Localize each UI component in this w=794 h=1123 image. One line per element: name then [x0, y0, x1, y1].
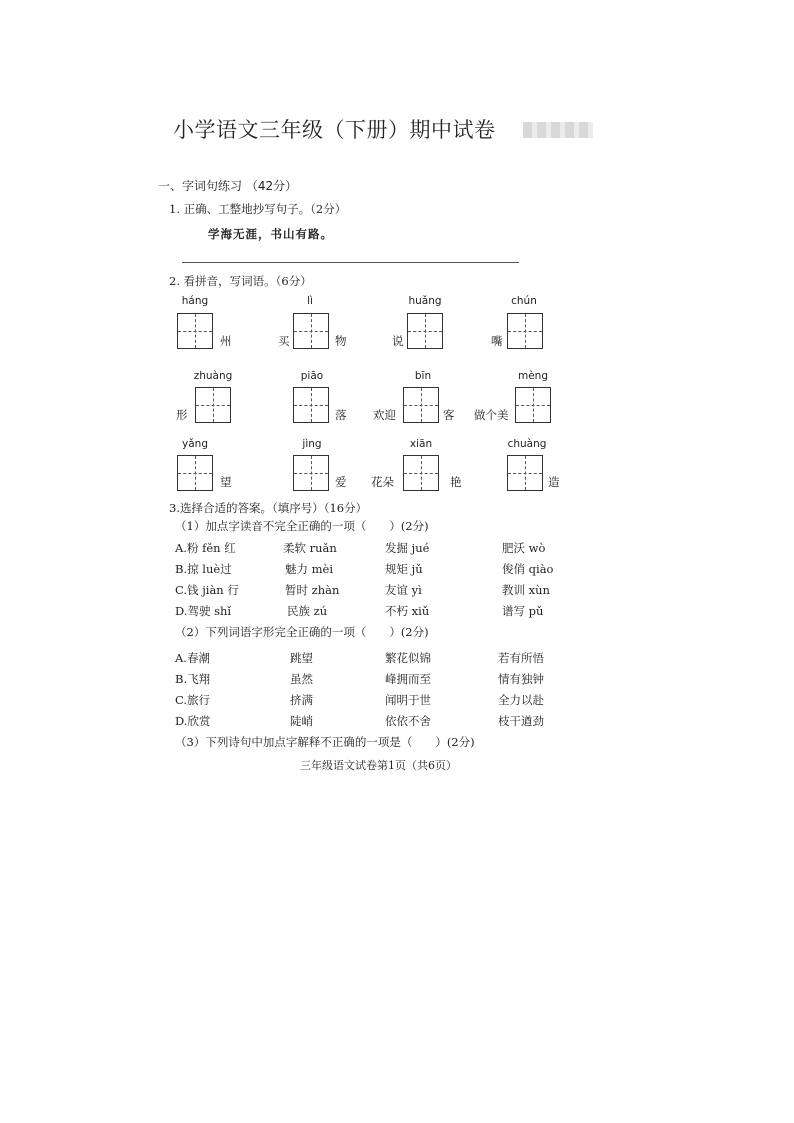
option-text: C.钱 jiàn 行	[175, 583, 239, 597]
word-char: 嘴	[491, 334, 503, 348]
word-char: 说	[392, 334, 404, 348]
pinyin: huǎng	[408, 295, 442, 307]
option-text: A.粉 fěn 红	[175, 541, 236, 555]
pinyin: jìng	[302, 438, 322, 450]
option-text: 繁花似锦	[385, 651, 431, 665]
copy-sentence: 学海无涯，书山有路。	[208, 227, 333, 241]
option-text: B.飞翔	[175, 672, 211, 686]
tianzige-box[interactable]	[407, 313, 443, 349]
word-char: 花朵	[371, 475, 394, 489]
word-char: 买	[278, 334, 290, 348]
word-char: 客	[443, 408, 455, 422]
word-char: 欢迎	[373, 408, 396, 422]
option-text: 跳望	[290, 651, 313, 665]
pinyin: zhuàng	[193, 370, 233, 382]
option-text: 民族 zú	[287, 604, 328, 618]
word-char: 形	[176, 408, 188, 422]
pinyin: háng	[181, 295, 209, 307]
option-text: 情有独钟	[498, 672, 544, 686]
sub-question-2: （2）下列词语字形完全正确的一项（ ）(2分)	[175, 625, 429, 639]
tianzige-box[interactable]	[293, 387, 329, 423]
option-text: 全力以赴	[498, 693, 544, 707]
tianzige-box[interactable]	[177, 455, 213, 491]
tianzige-box[interactable]	[507, 455, 543, 491]
tianzige-box[interactable]	[403, 455, 439, 491]
option-text: 友谊 yì	[385, 583, 422, 597]
sub-question-1: （1）加点字读音不完全正确的一项（ ）(2分)	[175, 519, 429, 533]
tianzige-box[interactable]	[293, 313, 329, 349]
option-text: D.驾驶 shǐ	[175, 604, 232, 618]
word-char: 造	[548, 475, 560, 489]
option-text: 魅力 mèi	[285, 562, 334, 576]
writing-line[interactable]	[182, 262, 519, 263]
option-text: C.旅行	[175, 693, 211, 707]
pinyin: yǎng	[182, 438, 208, 450]
word-char: 物	[335, 334, 347, 348]
tianzige-box[interactable]	[403, 387, 439, 423]
pinyin: chuàng	[507, 438, 547, 450]
tianzige-box[interactable]	[195, 387, 231, 423]
option-text: 肥沃 wò	[502, 541, 546, 555]
word-char: 望	[220, 475, 232, 489]
pinyin: xiān	[409, 438, 433, 450]
tianzige-box[interactable]	[515, 387, 551, 423]
section-heading: 一、字词句练习 （42分）	[158, 179, 298, 193]
option-text: D.欣赏	[175, 714, 211, 728]
question-1-label: 1. 正确、工整地抄写句子。（2分）	[169, 202, 347, 216]
pinyin: mèng	[517, 370, 548, 382]
option-text: 虽然	[290, 672, 313, 686]
sub-question-3: （3）下列诗句中加点字解释不正确的一项是（ ）(2分)	[175, 735, 475, 749]
tianzige-box[interactable]	[507, 313, 543, 349]
page-title: 小学语文三年级（下册）期中试卷	[173, 118, 496, 142]
word-char: 州	[220, 334, 232, 348]
pinyin: bīn	[414, 370, 432, 382]
option-text: B.掠 luè过	[175, 562, 232, 576]
option-text: 谱写 pǔ	[502, 604, 544, 618]
option-text: 陡峭	[290, 714, 313, 728]
word-char: 做个美	[474, 408, 509, 422]
option-text: 不朽 xiǔ	[385, 604, 430, 618]
option-text: 枝干遒劲	[498, 714, 544, 728]
option-text: 教训 xùn	[502, 583, 550, 597]
option-text: 俊俏 qiào	[502, 562, 554, 576]
pinyin: piāo	[300, 370, 324, 382]
option-text: 发掘 jué	[385, 541, 430, 555]
pinyin: chún	[511, 295, 537, 307]
option-text: 闻明于世	[385, 693, 431, 707]
tianzige-box[interactable]	[293, 455, 329, 491]
option-text: 挤满	[290, 693, 313, 707]
word-char: 爱	[335, 475, 347, 489]
option-text: A.春潮	[175, 651, 210, 665]
option-text: 柔软 ruǎn	[283, 541, 337, 555]
option-text: 若有所悟	[498, 651, 544, 665]
option-text: 依依不舍	[385, 714, 431, 728]
option-text: 暂时 zhàn	[285, 583, 340, 597]
word-char: 落	[335, 408, 347, 422]
question-3-label: 3.选择合适的答案。（填序号）（16分）	[169, 501, 368, 515]
page-footer: 三年级语文试卷第1页（共6页）	[300, 759, 457, 772]
option-text: 峰拥而至	[385, 672, 431, 686]
pinyin: lì	[307, 295, 313, 307]
option-text: 规矩 jǔ	[385, 562, 423, 576]
tianzige-box[interactable]	[177, 313, 213, 349]
word-char: 艳	[450, 475, 462, 489]
blurred-watermark	[523, 122, 593, 138]
question-2-label: 2. 看拼音，写词语。（6分）	[169, 274, 312, 288]
